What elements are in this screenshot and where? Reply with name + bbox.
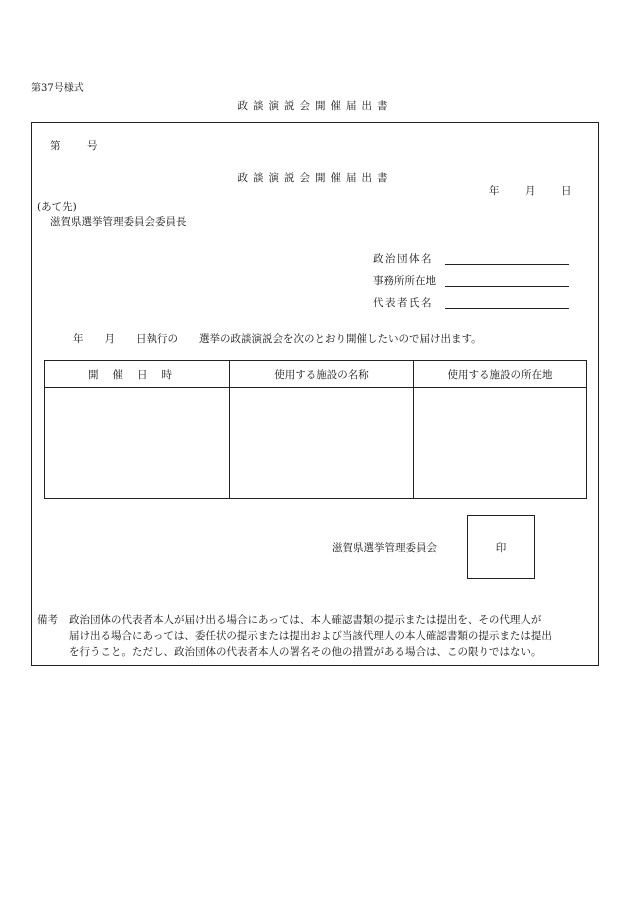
representative-name-label: 代表者氏名	[373, 297, 433, 309]
events-table	[44, 360, 587, 499]
political-group-name-field[interactable]	[445, 264, 569, 265]
document-title: 政談演説会開催届出書	[237, 100, 393, 112]
date-month-label: 月	[525, 185, 536, 197]
date-day-label: 日	[561, 185, 572, 197]
number-suffix: 号	[87, 140, 98, 152]
table-row	[45, 388, 587, 499]
political-group-name-label: 政治団体名	[373, 253, 433, 265]
header-facility-name: 使用する施設の名称	[230, 361, 414, 388]
header-facility-address: 使用する施設の所在地	[414, 361, 587, 388]
seal-box	[467, 515, 535, 579]
note-label: 備考	[37, 614, 58, 626]
date-year-label: 年	[489, 185, 500, 197]
representative-name-field[interactable]	[445, 308, 569, 309]
note-section	[37, 612, 597, 660]
form-number: 第37号様式	[31, 83, 84, 94]
office-address-label: 事務所所在地	[373, 275, 436, 287]
note-line: を行うこと。ただし、政治団体の代表者本人の署名その他の措置がある場合は、この限りではない。	[69, 646, 542, 658]
datetime-cell[interactable]	[45, 388, 230, 499]
facility-address-cell[interactable]	[414, 388, 587, 499]
seal-label: 印	[495, 541, 507, 554]
statement-text: 年 月 日執行の 選挙の政談演説会を次のとおり開催したいので届け出ます。	[73, 333, 482, 345]
note-line: 政治団体の代表者本人が届け出る場合にあっては、本人確認書類の提示または提出を、その代理人が	[69, 614, 542, 626]
facility-name-cell[interactable]	[230, 388, 414, 499]
note-line: 届け出る場合にあっては、委任状の提示または提出および当該代理人の本人確認書類の提示または提出	[69, 630, 552, 642]
table-header-row	[45, 361, 587, 388]
addressee-name: 滋賀県選挙管理委員会委員長	[50, 216, 187, 228]
office-address-field[interactable]	[445, 286, 569, 287]
committee-name: 滋賀県選挙管理委員会	[332, 542, 437, 554]
addressee-label: (あて先)	[37, 201, 77, 213]
number-prefix: 第	[50, 140, 61, 152]
header-datetime: 開催日時	[45, 361, 230, 388]
form-title: 政談演説会開催届出書	[237, 172, 393, 184]
